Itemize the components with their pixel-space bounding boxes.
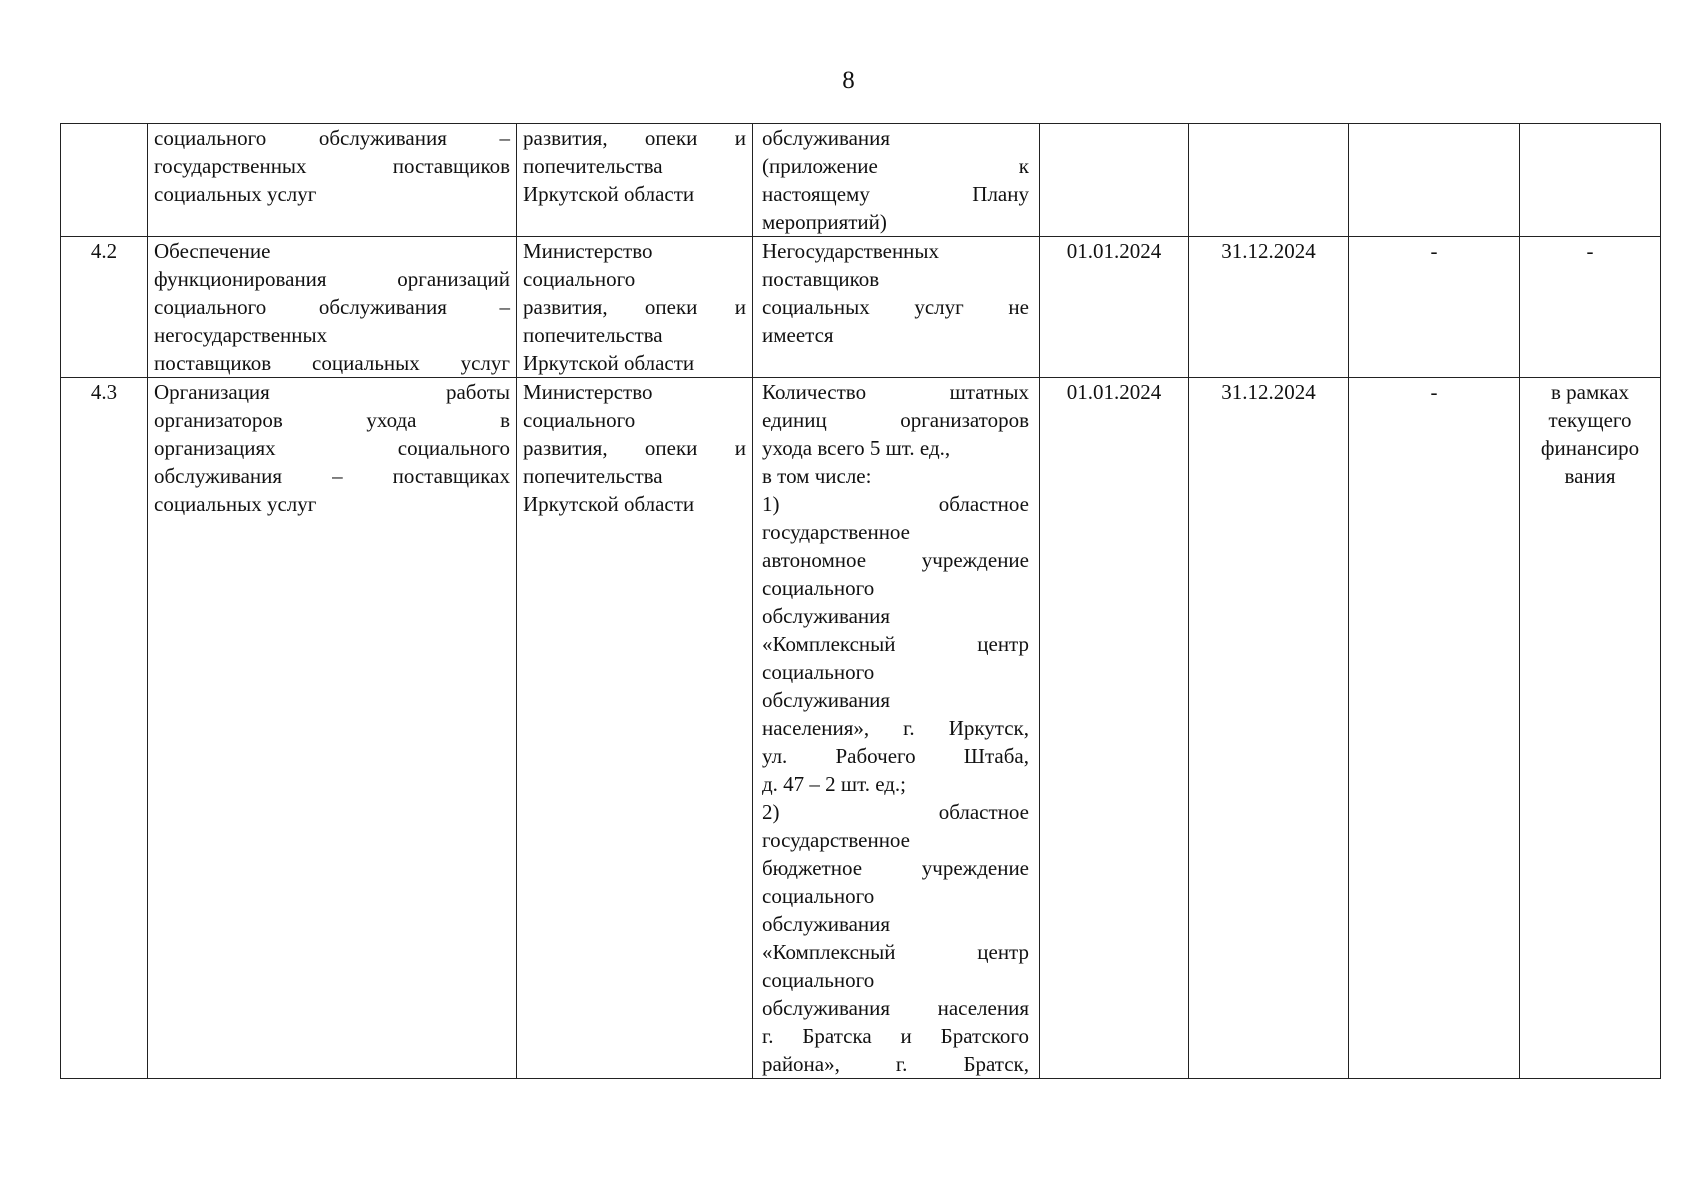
text-line: попечительства	[523, 323, 663, 347]
page-number: 8	[842, 67, 855, 94]
result-cell	[753, 378, 1040, 1079]
text-line: социальных услуг не	[762, 295, 1029, 319]
text-line: государственное	[762, 520, 911, 544]
text-line: функционирования организаций	[154, 267, 510, 291]
text-line: имеется	[762, 323, 834, 347]
table-row	[61, 124, 1661, 237]
row-number-cell: 4.3	[61, 378, 148, 1079]
financing-cell	[1520, 378, 1661, 1079]
text-line: текущего	[1548, 408, 1632, 432]
text-line: Обеспечение	[154, 239, 271, 263]
plan-table	[60, 123, 1661, 1079]
text-line: социального	[523, 408, 636, 432]
text-line: Министерство	[523, 380, 653, 404]
row-number-cell: 4.2	[61, 237, 148, 378]
text-line: Иркутской области	[523, 182, 695, 206]
text-line: социального	[762, 968, 875, 992]
text-line: «Комплексный центр	[762, 632, 1029, 656]
text-line: обслуживания	[762, 688, 891, 712]
text-line: Иркутской области	[523, 351, 695, 375]
column-7-cell	[1349, 124, 1520, 237]
text-line: «Комплексный центр	[762, 940, 1029, 964]
start-date-cell	[1040, 124, 1189, 237]
text-line: организаторов ухода в	[154, 408, 510, 432]
text-line: вания	[1564, 464, 1616, 488]
result-cell	[753, 124, 1040, 237]
executor-cell	[517, 378, 753, 1079]
text-line: социального обслуживания –	[154, 295, 510, 319]
text-line: организациях социального	[154, 436, 510, 460]
text-line: социальных услуг	[154, 492, 317, 516]
text-line: в том числе:	[762, 464, 872, 488]
text-line: государственное	[762, 828, 911, 852]
text-line: д. 47 – 2 шт. ед.;	[762, 772, 907, 796]
text-line: Организация работы	[154, 380, 510, 404]
text-line: социального	[762, 660, 875, 684]
text-line: попечительства	[523, 464, 663, 488]
text-line: обслуживания	[762, 126, 891, 150]
result-cell	[753, 237, 1040, 378]
text-line: Негосударственных	[762, 239, 940, 263]
financing-cell	[1520, 124, 1661, 237]
text-line: государственных поставщиков	[154, 154, 510, 178]
text-line: социальных услуг	[154, 182, 317, 206]
event-name-cell	[148, 378, 517, 1079]
event-name-cell	[148, 237, 517, 378]
start-date-cell: 01.01.2024	[1040, 378, 1189, 1079]
text-line: попечительства	[523, 154, 663, 178]
text-line: Количество штатных	[762, 380, 1029, 404]
end-date-cell: 31.12.2024	[1189, 237, 1349, 378]
text-line: развития, опеки и	[523, 436, 746, 460]
text-line: финансиро	[1540, 436, 1640, 460]
text-line: (приложение к	[762, 154, 1029, 178]
text-line: настоящему Плану	[762, 182, 1029, 206]
text-line: Иркутской области	[523, 492, 695, 516]
end-date-cell	[1189, 124, 1349, 237]
text-line: обслуживания	[762, 912, 891, 936]
text-line: обслуживания – поставщиках	[154, 464, 510, 488]
financing-cell: -	[1520, 237, 1661, 378]
table-row	[61, 237, 1661, 378]
text-line: населения», г. Иркутск,	[762, 716, 1029, 740]
row-number-cell	[61, 124, 148, 237]
text-line: ул. Рабочего Штаба,	[762, 744, 1029, 768]
text-line: автономное учреждение	[762, 548, 1029, 572]
start-date-cell: 01.01.2024	[1040, 237, 1189, 378]
text-line: г. Братска и Братского	[762, 1024, 1029, 1048]
text-line: района», г. Братск,	[762, 1052, 1029, 1076]
text-line: обслуживания	[762, 604, 891, 628]
executor-cell	[517, 124, 753, 237]
column-7-cell: -	[1349, 237, 1520, 378]
column-7-cell: -	[1349, 378, 1520, 1079]
text-line: поставщиков социальных услуг	[154, 351, 510, 375]
text-line: развития, опеки и	[523, 126, 746, 150]
text-line: развития, опеки и	[523, 295, 746, 319]
text-line: негосударственных	[154, 323, 328, 347]
text-line: обслуживания населения	[762, 996, 1029, 1020]
event-name-cell	[148, 124, 517, 237]
text-line: поставщиков	[762, 267, 880, 291]
text-line: ухода всего 5 шт. ед.,	[762, 436, 951, 460]
executor-cell	[517, 237, 753, 378]
text-line: в рамках	[1551, 380, 1629, 404]
end-date-cell: 31.12.2024	[1189, 378, 1349, 1079]
text-line: социального	[523, 267, 636, 291]
text-line: единиц организаторов	[762, 408, 1029, 432]
text-line: социального обслуживания –	[154, 126, 510, 150]
table-row	[61, 378, 1661, 1079]
text-line: Министерство	[523, 239, 653, 263]
text-line: бюджетное учреждение	[762, 856, 1029, 880]
text-line: социального	[762, 884, 875, 908]
text-line: 1) областное	[762, 492, 1029, 516]
text-line: 2) областное	[762, 800, 1029, 824]
text-line: мероприятий)	[762, 210, 887, 234]
text-line: социального	[762, 576, 875, 600]
